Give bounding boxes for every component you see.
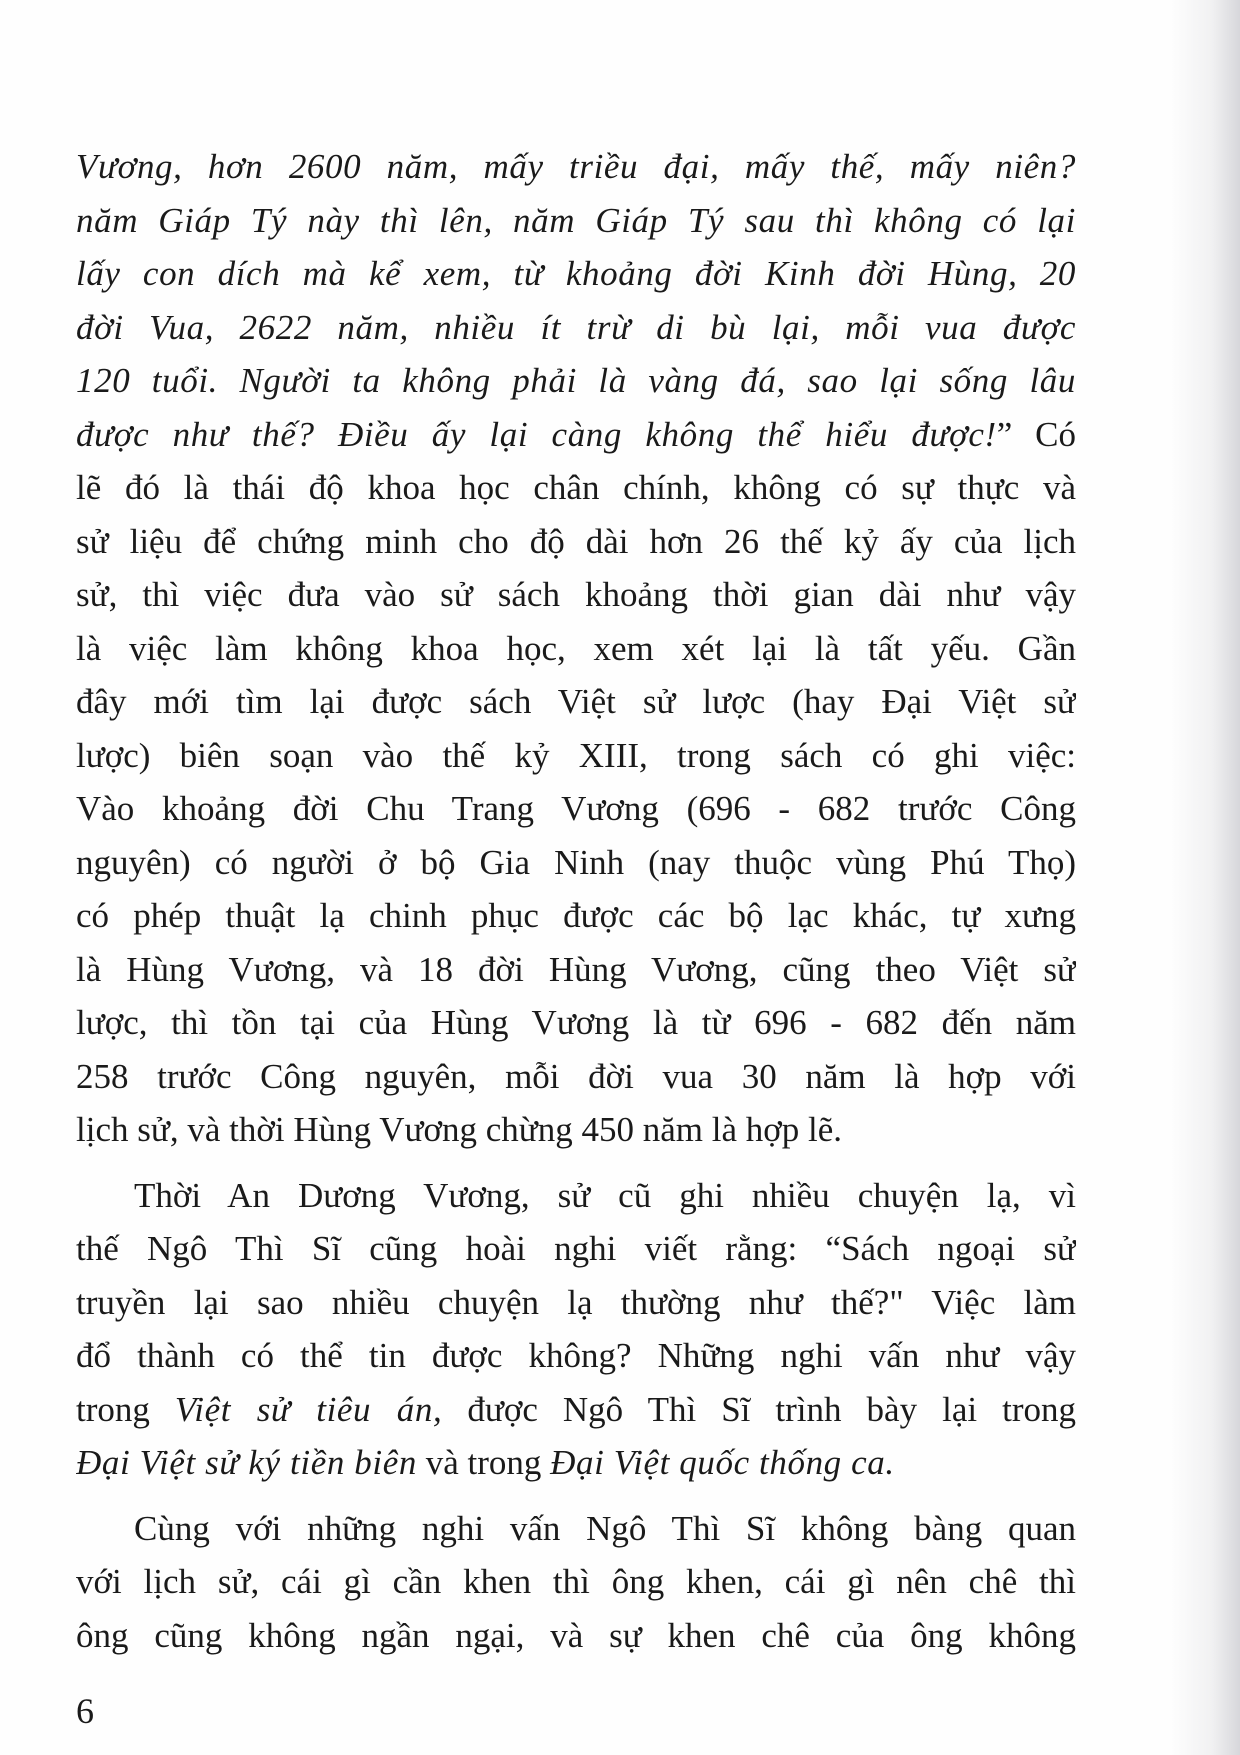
text-line: Thời An Dương Vương, sử cũ ghi nhiều chuyện lạ, vì [134,1175,1076,1215]
text-line: nguyên) có người ở bộ Gia Ninh (nay thuộc vùng Phú Thọ) [76,842,1076,882]
paragraph-2 [76,1169,1076,1490]
text-line: đời Vua, 2622 năm, nhiều ít trừ di bù lại, mỗi vua được [76,307,1076,347]
paragraph-3 [76,1502,1076,1663]
text-line: truyền lại sao nhiều chuyện lạ thường như thế?" Việc làm [76,1282,1076,1322]
text-line: Vương, hơn 2600 năm, mấy triều đại, mấy thế, mấy niên? [76,147,1076,186]
page-number: 6 [76,1691,94,1731]
book-title-italic: Đại Việt sử ký tiền biên [76,1443,417,1482]
text-line: là Hùng Vương, và 18 đời Hùng Vương, cũng theo Việt sử [76,949,1076,989]
text-line: Cùng với những nghi vấn Ngô Thì Sĩ không bàng quan [134,1508,1076,1548]
text-line: đổ thành có thể tin được không? Những nghi vấn như vậy [76,1336,1076,1375]
text-line: lấy con dích mà kể xem, từ khoảng đời Kinh đời Hùng, 20 [76,254,1076,293]
paragraph-1 [76,140,1076,1157]
quote-close: ” Có [996,414,1076,454]
text-line: ông cũng không ngần ngại, và sự khen chê của ông không [76,1615,1076,1655]
text-segment: trong [76,1389,175,1429]
paragraph-gap [76,1157,1076,1169]
book-title-italic: Việt sử tiêu án, [174,1389,443,1429]
text-line: lược, thì tồn tại của Hùng Vương là từ 696 - 682 đến năm [76,1003,1076,1042]
text-line: 258 trước Công nguyên, mỗi đời vua 30 năm là hợp với [76,1056,1076,1096]
paragraph-gap [76,1490,1076,1502]
text-line: với lịch sử, cái gì cần khen thì ông khen, cái gì nên chê thì [76,1562,1076,1601]
text-line: có phép thuật lạ chinh phục được các bộ lạc khác, tự xưng [76,896,1076,935]
text-segment: và trong [416,1443,551,1482]
page-edge-shadow [1170,0,1240,1755]
text-line: lịch sử, và thời Hùng Vương chừng 450 năm là hợp lẽ. [76,1110,843,1149]
text-line: sử, thì việc đưa vào sử sách khoảng thời gian dài như vậy [76,575,1076,614]
text-line: Vào khoảng đời Chu Trang Vương (696 - 682 trước Công [76,789,1076,828]
text-line: lẽ đó là thái độ khoa học chân chính, không có sự thực và [76,468,1076,507]
text-line-mixed [76,1383,1076,1437]
text-line: đây mới tìm lại được sách Việt sử lược (hay Đại Việt sử [76,682,1076,721]
text-line: là việc làm không khoa học, xem xét lại là tất yếu. Gần [76,628,1076,668]
text-line-mixed [76,408,1076,462]
text-segment: được Ngô Thì Sĩ trình bày lại trong [442,1389,1076,1429]
text-line: năm Giáp Tý này thì lên, năm Giáp Tý sau thì không có lại [76,200,1076,240]
text-line-mixed [76,1436,1076,1490]
book-title-italic: Đại Việt quốc thống ca. [550,1443,895,1482]
quote-italic: được như thế? Điều ấy lại càng không thể hiểu được! [76,414,997,454]
body-text [76,140,1076,1662]
text-line: lược) biên soạn vào thế kỷ XIII, trong sách có ghi việc: [76,735,1076,775]
text-line: sử liệu để chứng minh cho độ dài hơn 26 thế kỷ ấy của lịch [76,521,1076,561]
text-line: 120 tuổi. Người ta không phải là vàng đá, sao lại sống lâu [76,361,1076,400]
text-line: thế Ngô Thì Sĩ cũng hoài nghi viết rằng: “Sách ngoại sử [76,1229,1076,1268]
